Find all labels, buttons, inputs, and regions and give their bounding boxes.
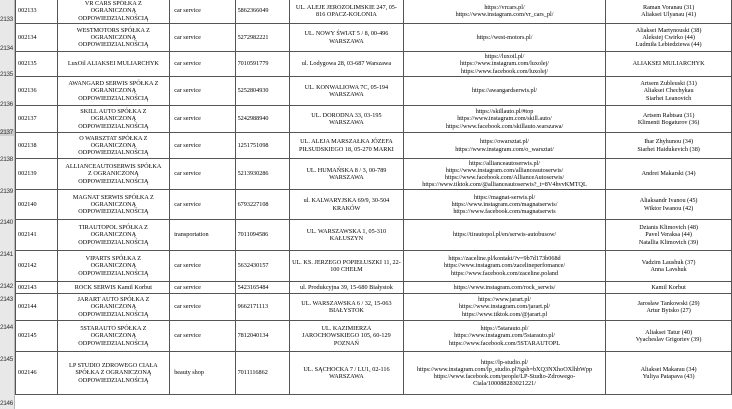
address-cell[interactable] — [290, 159, 404, 190]
table-row[interactable] — [16, 24, 732, 52]
cell-line: https://owarsztat.pl/ — [480, 138, 529, 146]
links-cell[interactable] — [403, 321, 605, 352]
row-number[interactable]: 2137 — [0, 129, 13, 136]
cell-line: https://zaceline.pl/kontakt/?v=9b7d173b068d — [448, 255, 561, 263]
company-name-cell[interactable] — [57, 282, 170, 294]
cell-line: LuxOil ALIAKSEI MULIARCHYK — [67, 60, 159, 68]
id-cell[interactable]: 002137 — [16, 106, 58, 133]
cell-line: Aliaksei Makarau (34) — [640, 365, 697, 373]
cell-line: Ludmiła Lebiedziewa (44) — [635, 41, 702, 49]
cell-line: ul. Lodygowa 28, 03-687 Warszawa — [301, 60, 392, 68]
cell-line: OGRANICZONĄ — [90, 200, 137, 208]
cell-line: https://www.instagram.com/rock_serwis/ — [453, 283, 556, 291]
cell-line: Aleksiej Cwirko (44) — [642, 33, 695, 41]
address-cell[interactable] — [290, 52, 404, 77]
row-number-gutter — [0, 0, 15, 409]
category-cell[interactable]: car service — [170, 77, 235, 106]
address-cell[interactable] — [290, 321, 404, 352]
company-name-cell[interactable] — [57, 220, 170, 251]
cell-line: UL. NOWY ŚWIAT 5 / 8, 00-496 — [304, 30, 389, 38]
table-row[interactable] — [16, 352, 732, 395]
cell-line: Anna Lavshuk — [650, 266, 687, 273]
cell-line: Yuliya Patapava (43) — [642, 373, 695, 380]
cell-line: WARSZAWA — [329, 174, 364, 181]
address-cell[interactable] — [290, 282, 404, 294]
cell-line: OGRANICZONĄ — [90, 33, 137, 41]
cell-line: https://www.jarart.pl/ — [478, 296, 531, 304]
cell-line: SKILL AUTO SPÓŁKA Z — [80, 108, 147, 116]
persons-cell[interactable] — [606, 133, 732, 159]
row-number[interactable]: 2144 — [0, 324, 13, 331]
persons-cell[interactable] — [606, 106, 732, 133]
id-cell[interactable]: 002134 — [16, 24, 58, 52]
cell-line: OGRANICZONĄ — [90, 303, 137, 311]
cell-line: https://www.instagram.com/o_warsztat/ — [455, 145, 554, 153]
cell-line: Vadzim Laushuk (37) — [641, 258, 696, 266]
table-row[interactable] — [16, 190, 732, 220]
category-cell[interactable]: car service — [170, 294, 235, 321]
links-cell[interactable] — [403, 352, 605, 395]
cell-line: ODPOWIEDZIALNOŚCIĄ — [78, 41, 149, 49]
cell-line: UL. KS. JERZEGO POPIEŁUSZKI 11, 22- — [292, 258, 401, 266]
cell-line: https://www.tiktok.com/@allianceautoserwis?_t=8V4hvvKMTQL — [422, 181, 587, 189]
cell-line: 100 CHEŁM — [330, 266, 363, 273]
persons-cell[interactable] — [606, 0, 732, 24]
cell-line: Siarhei Haidukevich (38) — [637, 145, 700, 153]
cell-line: AWANGARD SERWIS SPÓŁKA Z — [68, 80, 159, 88]
cell-line: https://lp-studio.pl/ — [480, 358, 529, 366]
cell-line: https://5starauto.pl/ — [480, 325, 529, 333]
address-cell[interactable] — [290, 294, 404, 321]
cell-line: OGRANICZONĄ — [90, 115, 137, 123]
cell-line: JARART AUTO SPÓŁKA Z — [77, 296, 150, 304]
company-name-cell[interactable] — [57, 321, 170, 352]
cell-line: UL. DORODNA 33, 03-195 — [311, 111, 382, 119]
cell-line: WARSZAWA — [329, 119, 364, 126]
cell-line: Jarosław Tankowski (29) — [637, 299, 700, 307]
cell-line: Wiktor Iwanou (42) — [643, 204, 694, 212]
cell-line: UL. KONWALIOWA 7C, 05-194 — [304, 83, 389, 91]
row-number[interactable]: 2135 — [0, 71, 13, 78]
company-name-cell[interactable] — [57, 0, 170, 24]
category-cell[interactable]: car service — [170, 24, 235, 52]
company-name-cell[interactable] — [57, 133, 170, 159]
cell-line: https://www.instagram.com/magnatserwis/ — [451, 200, 558, 208]
category-cell[interactable]: car service — [170, 190, 235, 220]
cell-line: ALIAKSEI MULIARCHYK — [632, 60, 705, 68]
row-number[interactable]: 2134 — [0, 45, 13, 52]
row-number[interactable]: 2145 — [0, 356, 13, 363]
cell-line: Ihar Zhyhunou (34) — [644, 138, 694, 146]
cell-line: JAROCHOWSKIEGO 105, 60-129 — [302, 332, 391, 340]
tax-id-cell[interactable]: 5423165484 — [235, 282, 290, 294]
cell-line: UL. KAZIMIERZA — [321, 325, 372, 333]
cell-line: WARSZAWA — [329, 373, 364, 380]
cell-line: Aliaksandr Ivanou (45) — [639, 197, 698, 205]
persons-cell[interactable] — [606, 294, 732, 321]
cell-line: ODPOWIEDZIALNOŚCIĄ — [78, 177, 149, 185]
cell-line: ul. KALWARYJSKA 69/9, 30-504 — [303, 197, 390, 205]
cell-line: UL. SĄCHOCKA 7 / LU1, 02-116 — [303, 365, 390, 373]
address-cell[interactable] — [290, 0, 404, 24]
cell-line: Aliaksei Martynouski (38) — [635, 26, 702, 34]
cell-line: https://allianceautoserwis.pl/ — [469, 159, 540, 167]
cell-line: Artur Bytsko (27) — [646, 307, 691, 314]
cell-line: OGRANICZONĄ — [90, 87, 137, 95]
id-cell[interactable]: 002142 — [16, 251, 58, 282]
cell-line: https://www.instagram.com/allianceautoserwis/ — [445, 166, 564, 174]
category-cell[interactable]: beauty shop — [170, 352, 235, 395]
links-cell[interactable] — [403, 77, 605, 106]
tax-id-cell[interactable]: 5862366049 — [235, 0, 290, 24]
cell-line: POZNAŃ — [333, 339, 359, 347]
tax-id-cell[interactable]: 9662171113 — [235, 294, 290, 321]
links-cell[interactable] — [403, 282, 605, 294]
id-cell[interactable]: 002146 — [16, 352, 58, 395]
cell-line: Ciala/100088283021221/ — [473, 380, 536, 388]
persons-cell[interactable] — [606, 190, 732, 220]
cell-line: https://www.instagram.com/zacelineperfomance/ — [443, 262, 566, 270]
row-number[interactable]: 2141 — [0, 251, 13, 258]
cell-line: ODPOWIEDZIALNOŚCIĄ — [78, 238, 149, 246]
address-cell[interactable] — [290, 190, 404, 220]
cell-line: VIPARTS SPÓŁKA Z — [85, 255, 142, 263]
row-number[interactable]: 2146 — [0, 400, 13, 407]
category-cell[interactable]: car service — [170, 282, 235, 294]
cell-line: https://www.facebook.com/AllianceAutoserwis/ — [444, 174, 565, 181]
company-name-cell[interactable] — [57, 251, 170, 282]
tax-id-cell[interactable]: 5632430157 — [235, 251, 290, 282]
cell-line: OGRANICZONĄ — [90, 332, 137, 340]
cell-line: ODPOWIEDZIALNOŚCIĄ — [78, 310, 149, 318]
tax-id-cell[interactable]: 7011094586 — [235, 220, 290, 251]
cell-line: UL. ALEJA MARSZAŁKA JÓZEFA — [300, 138, 393, 146]
companies-table — [15, 0, 732, 395]
links-cell[interactable] — [403, 0, 605, 24]
links-cell[interactable] — [403, 294, 605, 321]
cell-line: Aliaksei Chechykau — [643, 87, 694, 95]
cell-line: ODPOWIEDZIALNOŚCIĄ — [78, 208, 149, 216]
address-cell[interactable] — [290, 251, 404, 282]
row-number[interactable]: 2143 — [0, 296, 13, 303]
cell-line: https://www.facebook.com/zaceline.poland — [451, 269, 558, 277]
table-row[interactable] — [16, 294, 732, 321]
persons-cell[interactable] — [606, 352, 732, 395]
address-cell[interactable] — [290, 352, 404, 395]
persons-cell[interactable] — [606, 321, 732, 352]
persons-cell[interactable] — [606, 220, 732, 251]
persons-cell[interactable] — [606, 282, 732, 294]
table-row[interactable] — [16, 106, 732, 133]
tax-id-cell[interactable]: 7010591779 — [235, 52, 290, 77]
address-cell[interactable] — [290, 106, 404, 133]
cell-line: 5STARAUTO SPÓŁKA Z — [80, 325, 147, 333]
cell-line: OGRANICZONĄ — [90, 7, 137, 15]
cell-line: ODPOWIEDZIALNOŚCIĄ — [78, 376, 149, 384]
cell-line: https://www.facebook.com/5STARAUTOPL — [448, 339, 561, 347]
id-cell[interactable]: 002145 — [16, 321, 58, 352]
cell-line: https://vrcars.pl/ — [484, 3, 525, 11]
table-row[interactable] — [16, 133, 732, 159]
id-cell[interactable]: 002140 — [16, 190, 58, 220]
cell-line: https://www.facebook.com/magnatserwis — [453, 208, 556, 216]
cell-line: PIŁSUDSKIEGO 18, 05-270 MARKI — [298, 145, 394, 153]
cell-line: https://www.facebook.com/luxolej/ — [460, 67, 549, 75]
cell-line: https://www.instagram.com/5starauto.pl/ — [454, 332, 555, 340]
cell-line: O WARSZTAT SPÓŁKA Z — [79, 134, 148, 142]
cell-line: ODPOWIEDZIALNOŚCIĄ — [78, 94, 149, 102]
table-row[interactable] — [16, 251, 732, 282]
cell-line: ALLIANCEAUTOSERWIS SPÓŁKA — [65, 163, 162, 171]
cell-line: https://www.tiktok.com/@jarart.pl — [461, 310, 548, 318]
row-number[interactable]: 2140 — [0, 219, 13, 226]
id-cell[interactable]: 002135 — [16, 52, 58, 77]
cell-line: Vyacheslav Grigoriev (39) — [635, 336, 702, 343]
cell-line: https://skillauto.pl/#top — [475, 108, 534, 116]
tax-id-cell[interactable]: 1251751098 — [235, 133, 290, 159]
cell-line: Aliaksei Ulyanau (41) — [641, 11, 697, 18]
tax-id-cell[interactable]: 6793227108 — [235, 190, 290, 220]
category-cell[interactable]: car service — [170, 0, 235, 24]
persons-cell[interactable] — [606, 77, 732, 106]
category-cell[interactable]: car service — [170, 321, 235, 352]
company-name-cell[interactable] — [57, 190, 170, 220]
persons-cell[interactable] — [606, 251, 732, 282]
cell-line: Klimenti Bogaturov (36) — [637, 119, 700, 126]
cell-line: Kamil Korbut — [651, 283, 686, 291]
tax-id-cell[interactable]: 5213930286 — [235, 159, 290, 190]
cell-line: ODPOWIEDZIALNOŚCIĄ — [78, 149, 149, 157]
row-number[interactable]: 2136 — [0, 101, 13, 108]
table-row[interactable] — [16, 0, 732, 24]
id-cell[interactable]: 002133 — [16, 0, 58, 24]
company-name-cell[interactable] — [57, 159, 170, 190]
cell-line: UL. ALEJE JEROZOLIMSKIE 247, 05- — [295, 3, 397, 11]
cell-line: WARSZAWA — [329, 37, 364, 45]
tax-id-cell[interactable]: 5272982221 — [235, 24, 290, 52]
address-cell[interactable] — [290, 77, 404, 106]
cell-line: https://luxoil.pl/ — [484, 53, 525, 61]
cell-line: ODPOWIEDZIALNOŚCIĄ — [78, 122, 149, 130]
cell-line: https://www.instagram.com/lp_studio.pl?igsh=bXQ3NXhoOXlhbWpp — [416, 365, 593, 373]
cell-line: ROCK SERWIS Kamil Korbut — [74, 283, 152, 291]
row-number[interactable]: 2133 — [0, 16, 13, 23]
cell-line: UL. WARSZAWSKA 1, 05-310 — [306, 227, 387, 235]
links-cell[interactable] — [403, 106, 605, 133]
company-name-cell[interactable] — [57, 352, 170, 395]
table-row[interactable] — [16, 282, 732, 294]
cell-line: KRAKÓW — [332, 204, 361, 212]
category-cell[interactable]: car service — [170, 106, 235, 133]
cell-line: TIRAUTOPOL SPÓŁKA Z — [78, 224, 148, 232]
address-cell[interactable] — [290, 133, 404, 159]
tax-id-cell[interactable]: 7011116862 — [235, 352, 290, 395]
id-cell[interactable]: 002141 — [16, 220, 58, 251]
cell-line: KAŁUSZYN — [329, 235, 364, 242]
cell-line: MAGNAT SERWIS SPÓŁKA Z — [72, 193, 154, 201]
cell-line: https://www.facebook.com/skillauto.warszawa/ — [445, 122, 564, 130]
cell-line: Natallia Klimovich (39) — [638, 238, 699, 246]
cell-line: Siarhei Leanovich — [646, 94, 692, 102]
cell-line: https://west-motors.pl/ — [476, 33, 533, 41]
links-cell[interactable] — [403, 251, 605, 282]
id-cell[interactable]: 002136 — [16, 77, 58, 106]
links-cell[interactable] — [403, 159, 605, 190]
cell-line: Andrei Makarski (34) — [641, 170, 696, 178]
links-cell[interactable] — [403, 220, 605, 251]
persons-cell[interactable] — [606, 52, 732, 77]
tax-id-cell[interactable]: 5242988940 — [235, 106, 290, 133]
cell-line: https://tirautopol.pl/en/serwis-autobusow/ — [452, 231, 557, 239]
category-cell[interactable]: car service — [170, 159, 235, 190]
id-cell[interactable]: 002138 — [16, 133, 58, 159]
company-name-cell[interactable] — [57, 52, 170, 77]
cell-line: Pavel Veraksa (44) — [645, 231, 692, 239]
links-cell[interactable] — [403, 133, 605, 159]
category-cell[interactable]: transportation — [170, 220, 235, 251]
table-row[interactable] — [16, 52, 732, 77]
cell-line: SPÓŁKA Z OGRANICZONĄ — [75, 369, 152, 377]
cell-line: https://www.instagram.com/luxolej/ — [460, 60, 549, 68]
company-name-cell[interactable] — [57, 106, 170, 133]
company-name-cell[interactable] — [57, 294, 170, 321]
cell-line: https://www.instagram.com/skill.auto/ — [457, 115, 552, 123]
row-number[interactable]: 2142 — [0, 283, 13, 290]
cell-line: LP STUDIO ZDROWEGO CIAŁA — [69, 362, 158, 370]
address-cell[interactable] — [290, 220, 404, 251]
cell-line: https://magnat-serwis.pl/ — [473, 193, 536, 201]
cell-line: Z OGRANICZONĄ — [88, 170, 139, 178]
cell-line: Artsem Rabtsau (31) — [642, 111, 695, 119]
links-cell[interactable] — [403, 24, 605, 52]
cell-line: https://www.instagram.com/jarart.pl/ — [458, 303, 551, 311]
row-number[interactable]: 2139 — [0, 188, 13, 195]
id-cell[interactable]: 002144 — [16, 294, 58, 321]
cell-line: WARSZAWA — [329, 91, 364, 98]
category-cell[interactable]: car service — [170, 251, 235, 282]
cell-line: Raman Voranau (31) — [642, 3, 695, 11]
cell-line: ODPOWIEDZIALNOŚCIĄ — [78, 14, 149, 22]
persons-cell[interactable] — [606, 159, 732, 190]
cell-line: ODPOWIEDZIALNOŚCIĄ — [78, 269, 149, 277]
persons-cell[interactable] — [606, 24, 732, 52]
links-cell[interactable] — [403, 190, 605, 220]
table-row[interactable] — [16, 77, 732, 106]
cell-line: OGRANICZONĄ — [90, 141, 137, 149]
id-cell[interactable]: 002139 — [16, 159, 58, 190]
cell-line: https://www.facebook.com/people/LP-Studio-Zdrowego- — [433, 373, 576, 380]
cell-line: https://www.instagram.com/vr_cars_pl/ — [455, 11, 554, 18]
cell-line: Artsem Zubleuski (31) — [640, 80, 697, 88]
cell-line: https://awangardserwis.pl/ — [471, 87, 538, 95]
company-name-cell[interactable] — [57, 77, 170, 106]
tax-id-cell[interactable]: 5252804930 — [235, 77, 290, 106]
cell-line: UL. HUMAŃSKA 8 / 3, 00-789 — [306, 166, 387, 174]
cell-line: BIAŁYSTOK — [328, 307, 364, 314]
cell-line: ODPOWIEDZIALNOŚCIĄ — [78, 339, 149, 347]
cell-line: ul. Produkcyjna 39, 15-680 Białystok — [300, 283, 393, 291]
category-cell[interactable]: car service — [170, 133, 235, 159]
address-cell[interactable] — [290, 24, 404, 52]
cell-line: OGRANICZONĄ — [90, 231, 137, 239]
table-row[interactable] — [16, 321, 732, 352]
cell-line: UL. WARSZAWSKA 6 / 32, 15-063 — [301, 299, 392, 307]
cell-line: VR CARS SPÓŁKA Z — [84, 0, 142, 8]
table-row[interactable] — [16, 220, 732, 251]
category-cell[interactable]: car service — [170, 52, 235, 77]
company-name-cell[interactable] — [57, 24, 170, 52]
cell-line: Aliaksei Tatur (40) — [645, 328, 693, 336]
cell-line: WESTMOTORS SPÓŁKA Z — [76, 26, 150, 34]
id-cell[interactable]: 002143 — [16, 282, 58, 294]
cell-line: Dzianis Klimovich (48) — [639, 224, 698, 232]
table-row[interactable] — [16, 159, 732, 190]
links-cell[interactable] — [403, 52, 605, 77]
row-number[interactable]: 2138 — [0, 156, 13, 163]
cell-line: 816 OPACZ-KOLONIA — [316, 11, 377, 18]
tax-id-cell[interactable]: 7812040134 — [235, 321, 290, 352]
cell-line: OGRANICZONĄ — [90, 262, 137, 270]
